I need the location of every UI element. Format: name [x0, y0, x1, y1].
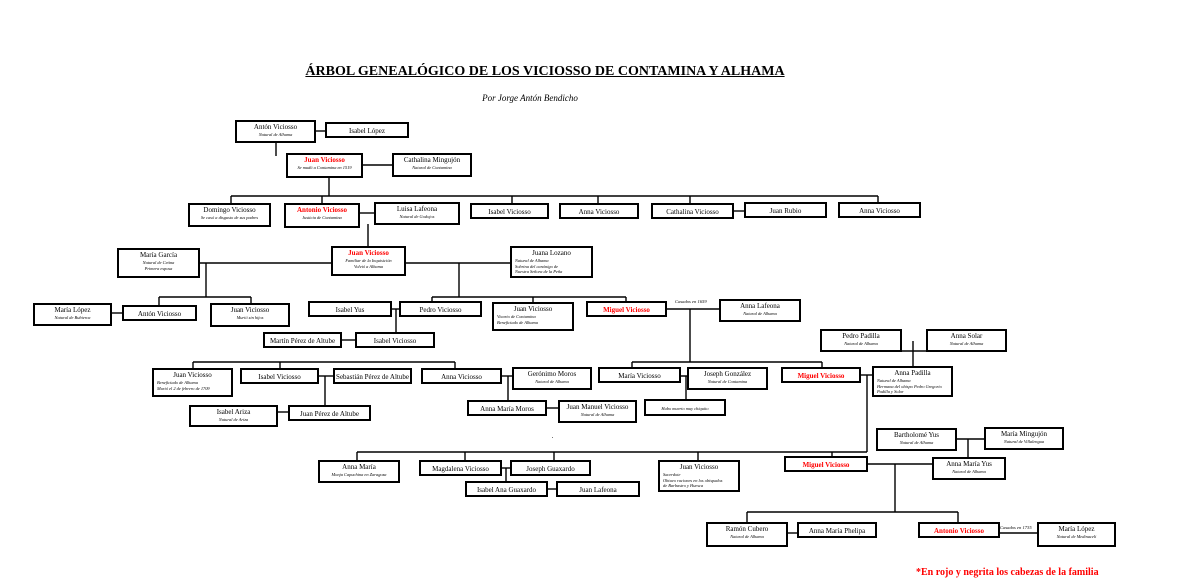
person-card: [876, 428, 957, 451]
person-name: Anna Viciosso: [859, 207, 900, 215]
person-card: [33, 303, 112, 326]
page-author: Por Jorge Antón Bendicho: [482, 93, 578, 103]
person-name: Juan Viciosso: [230, 306, 270, 314]
person-name: Magdalena Viciosso: [432, 465, 489, 473]
stray-dot: [552, 437, 553, 438]
person-name: María Viciosso: [618, 372, 661, 380]
person-name: Antón Viciosso: [137, 310, 182, 318]
person-note: Natural de Contamina: [412, 165, 452, 170]
person-name: Luisa Lafeona: [396, 205, 438, 213]
person-note: Hubo muerto muy chiquito: [661, 406, 709, 411]
person-note: Natural de Cetina Primera esposa: [142, 260, 175, 271]
person-card: [465, 481, 548, 497]
person-note: Natural de Alhama: [899, 440, 934, 445]
person-name: Isabel Ariza: [216, 408, 251, 416]
person-name: María López: [1058, 525, 1095, 533]
person-name: Pedro Viciosso: [419, 306, 462, 314]
person-card: [392, 153, 472, 177]
person-note: Murió sin hijos: [236, 315, 264, 320]
person-name: María López: [54, 306, 91, 314]
person-card: [325, 122, 409, 138]
person-card: [598, 367, 681, 383]
person-name: Anna Padilla: [894, 369, 931, 377]
person-note: Natural de Alhama Sobrina del canónigo de Nuestra Señora de la Peña: [515, 258, 563, 274]
person-name: Juana Lozano: [532, 249, 571, 257]
person-card: [558, 400, 637, 423]
person-card: [419, 460, 502, 476]
person-card: [784, 456, 868, 472]
person-note: Natural de Medinaceli: [1056, 534, 1097, 539]
person-card: [122, 305, 197, 321]
person-note: Natural de Villalengua: [1003, 439, 1045, 444]
person-card: [188, 203, 271, 227]
person-note: Justicia de Contamina: [302, 215, 342, 220]
person-name: Cathalina Mingujón: [403, 156, 461, 164]
person-note: Natural de Alhama: [743, 311, 777, 316]
person-note: Se mudó a Contamina en 1519: [297, 165, 352, 170]
person-name: Juan Lafeona: [579, 486, 617, 494]
person-name: Juan Viciosso: [173, 371, 212, 379]
person-note: Natural de Alhama: [258, 132, 293, 137]
person-name: Gerónimo Moros: [527, 370, 577, 378]
person-card: [651, 203, 734, 219]
person-name: Antón Viciosso: [253, 123, 298, 131]
person-note: Se casó a disgusto de sus padres: [200, 215, 259, 220]
person-card: [421, 368, 502, 384]
person-name: Isabel Viciosso: [488, 208, 531, 216]
person-card: [117, 248, 200, 278]
person-name: Miguel Viciosso: [603, 306, 650, 314]
person-name: Anna María Phelipa: [808, 527, 866, 535]
person-card: [235, 120, 316, 143]
person-card: [926, 329, 1007, 352]
person-card: [687, 367, 768, 390]
person-card: [286, 153, 363, 178]
person-name: Domingo Viciosso: [203, 206, 256, 214]
person-name: Isabel Ana Guaxardo: [476, 486, 537, 494]
person-note: Sacerdote Obtuvo raciones en los obispados de Barbastro y Huesca: [663, 472, 723, 488]
person-name: María García: [139, 251, 178, 259]
person-card: [744, 202, 827, 218]
person-card: [820, 329, 902, 352]
person-card: [644, 399, 726, 416]
page-title: ÁRBOL GENEALÓGICO DE LOS VICIOSSO DE CONTAMINA Y ALHAMA: [305, 64, 785, 79]
person-note: Natural de Bubierca: [54, 315, 91, 320]
person-name: Juan Viciosso: [513, 305, 553, 313]
person-card: [399, 301, 482, 317]
person-card: [308, 301, 392, 317]
person-name: Isabel Viciosso: [258, 373, 301, 381]
person-name: Miguel Viciosso: [802, 461, 850, 469]
person-name: Antonio Viciosso: [934, 527, 984, 535]
person-name: Juan Viciosso: [679, 463, 719, 471]
person-name: Anna María Yus: [946, 460, 992, 468]
person-name: Isabel López: [349, 127, 385, 135]
person-card: [872, 366, 953, 397]
person-card: [586, 301, 667, 317]
person-card: [152, 368, 233, 397]
person-card: [189, 405, 278, 427]
person-name: Cathalina Viciosso: [666, 208, 719, 216]
person-card: [470, 203, 549, 219]
person-note: Monja Capuchina en Zaragoza: [331, 472, 387, 477]
person-card: [288, 405, 371, 421]
person-name: Juan Manuel Viciosso: [566, 403, 629, 411]
person-name: Anna Lafeona: [740, 302, 780, 310]
person-card: [510, 246, 593, 278]
person-name: Antonio Viciosso: [297, 206, 347, 214]
person-note: Natural de Contamina: [707, 379, 748, 384]
person-name: Martín Pérez de Altube: [269, 337, 336, 345]
person-name: Juan Viciosso: [304, 156, 345, 164]
person-name: Joseph González: [703, 370, 752, 378]
person-card: [331, 246, 406, 276]
person-card: [333, 368, 412, 384]
person-card: [559, 203, 639, 219]
person-name: Anna Viciosso: [441, 373, 482, 381]
person-name: Juan Rubio: [769, 207, 802, 215]
person-note: Natural de Alhama: [952, 469, 986, 474]
person-card: [263, 332, 342, 348]
person-card: [284, 203, 360, 228]
person-name: Anna María: [342, 463, 376, 471]
person-card: [658, 460, 740, 492]
person-note: Natural de Alhama: [949, 341, 984, 346]
person-name: María Mingujón: [1000, 430, 1048, 438]
person-card: [467, 400, 547, 416]
person-card: [797, 522, 877, 538]
person-card: [510, 460, 591, 476]
marriage-note: Casados en 1735: [1000, 525, 1032, 530]
person-note: Natural de Alhama: [535, 379, 569, 384]
person-name: Anna María Moros: [480, 405, 534, 413]
person-note: Natural de Alhama: [730, 534, 764, 539]
person-note: Natural de Alhama: [580, 412, 615, 417]
person-note: Vicario de Contamina Beneficiado de Alhama: [497, 314, 538, 325]
person-card: [512, 367, 592, 390]
person-card: [719, 299, 801, 322]
person-card: [210, 303, 290, 327]
person-card: [984, 427, 1064, 450]
person-card: [918, 522, 1000, 538]
person-name: Anna Viciosso: [578, 208, 620, 216]
person-card: [932, 457, 1006, 480]
person-card: [318, 460, 400, 483]
person-name: Isabel Yus: [335, 306, 365, 314]
person-card: [492, 302, 574, 331]
person-card: [355, 332, 435, 348]
legend-note: *En rojo y negrita los cabezas de la familia: [916, 567, 1099, 578]
person-card: [838, 202, 921, 218]
person-card: [706, 522, 788, 547]
person-note: Beneficiado de Alhama Murió el 2 de febrero de 1709: [157, 380, 210, 391]
person-name: Joseph Guaxardo: [526, 465, 575, 473]
person-name: Sebastián Pérez de Altube: [336, 373, 409, 381]
person-card: [374, 202, 460, 225]
person-name: Anna Solar: [950, 332, 983, 340]
person-note: Natural de Alhama Hermana del obispo Pedro Gregorio Padilla y Solar: [877, 378, 942, 394]
person-card: [240, 368, 319, 384]
marriage-note: Casados en 1659: [675, 299, 707, 304]
person-note: Natural de Godojos: [399, 214, 435, 219]
person-note: Natural de Ariza: [218, 417, 249, 422]
person-card: [1037, 522, 1116, 547]
person-card: [556, 481, 640, 497]
person-name: Isabel Viciosso: [373, 337, 417, 345]
person-note: Natural de Alhama: [844, 341, 878, 346]
person-note: Familiar de la Inquisición Volvió a Alhama: [345, 258, 392, 269]
person-name: Miguel Viciosso: [797, 372, 845, 380]
person-card: [781, 367, 861, 383]
person-name: Juan Viciosso: [348, 249, 389, 257]
person-name: Pedro Padilla: [842, 332, 880, 340]
person-name: Ramón Cubero: [725, 525, 769, 533]
person-name: Juan Pérez de Altube: [300, 410, 359, 418]
person-name: Bartholomé Yus: [893, 431, 940, 439]
